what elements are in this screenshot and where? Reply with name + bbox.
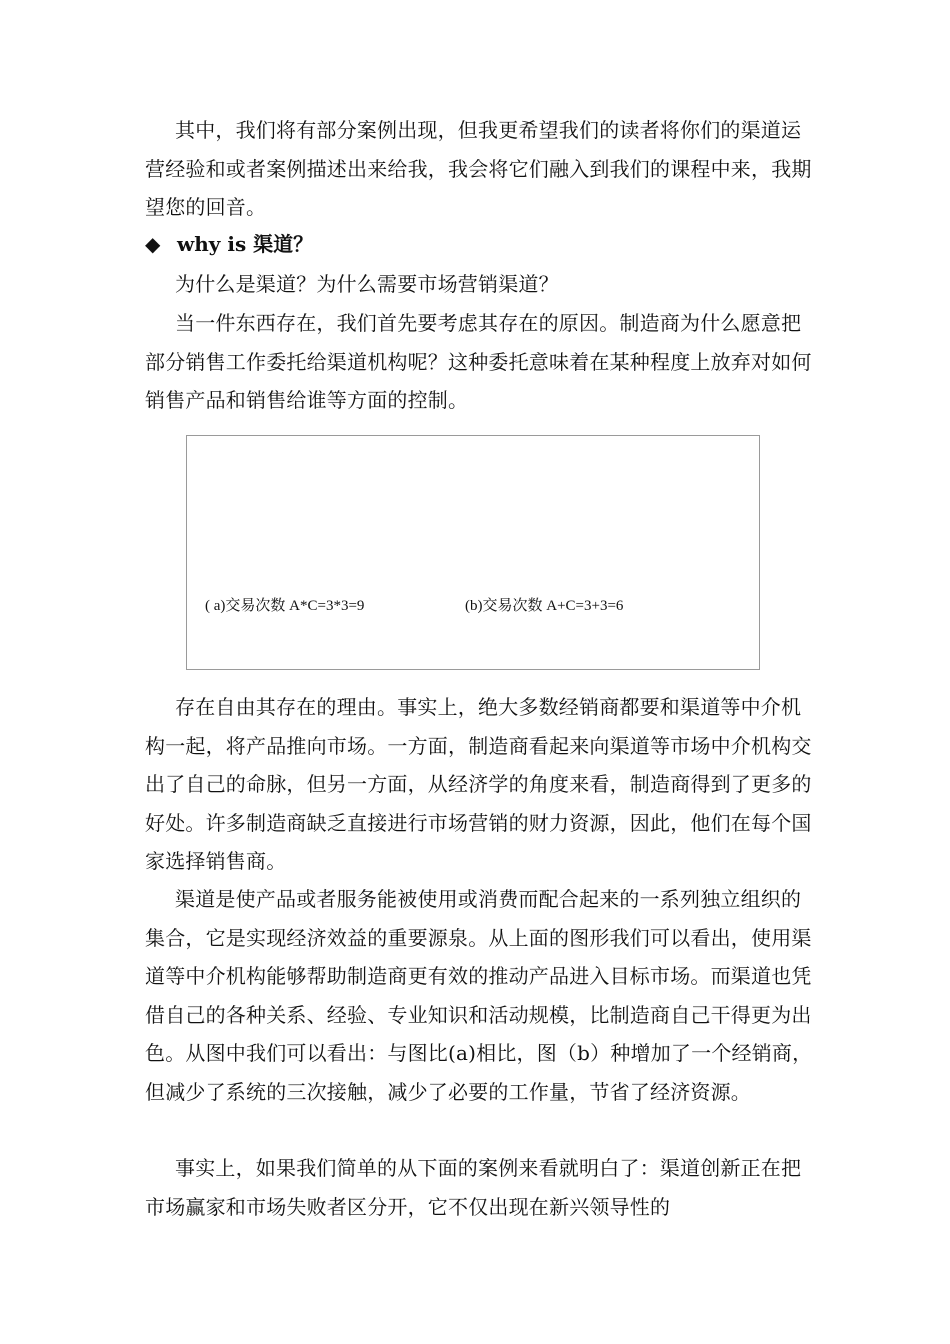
- paragraph-intro: 其中，我们将有部分案例出现，但我更希望我们的读者将你们的渠道运营经验和或者案例描述出来给我，我会将它们融入到我们的课程中来，我期望您的回音。: [145, 118, 812, 219]
- figure-frame: [186, 435, 760, 670]
- figure-caption-a: ( a)交易次数 A*C=3*3=9: [205, 598, 365, 614]
- paragraph-question: 为什么是渠道？为什么需要市场营销渠道？: [175, 272, 559, 296]
- paragraph-definition: 渠道是使产品或者服务能被使用或消费而配合起来的一系列独立组织的集合，它是实现经济效益的重要源泉。从上面的图形我们可以看出，使用渠道等中介机构能够帮助制造商更有效的推动产品进入目标市场。而渠道也凭借自己的各种关系、经验、专业知识和活动规模，比制造商自己干得更为出色。从图中我们可以看出：与图比(a)相比，图（b）种增加了一个经销商，但减少了系统的三次接触，减少了必要的工作量，节省了经济资源。: [145, 887, 813, 1104]
- figure-caption-b: (b)交易次数 A+C=3+3=6: [465, 598, 624, 614]
- paragraph-existence: 存在自由其存在的理由。事实上，绝大多数经销商都要和渠道等中介机构一起，将产品推向市场。一方面，制造商看起来向渠道等市场中介机构交出了自己的命脉，但另一方面，从经济学的角度来看，制造商得到了更多的好处。许多制造商缺乏直接进行市场营销的财力资源，因此，他们在每个国家选择销售商。: [145, 695, 812, 873]
- paragraph-reason: 当一件东西存在，我们首先要考虑其存在的原因。制造商为什么愿意把部分销售工作委托给渠道机构呢？这种委托意味着在某种程度上放弃对如何销售产品和销售给谁等方面的控制。: [145, 311, 812, 412]
- paragraph-fact: 事实上，如果我们简单的从下面的案例来看就明白了：渠道创新正在把市场赢家和市场失败者区分开，它不仅出现在新兴领导性的: [145, 1156, 802, 1219]
- diamond-bullet-icon: ◆: [145, 232, 161, 256]
- section-heading: [145, 228, 313, 260]
- section-heading-text: why is 渠道？: [177, 232, 314, 256]
